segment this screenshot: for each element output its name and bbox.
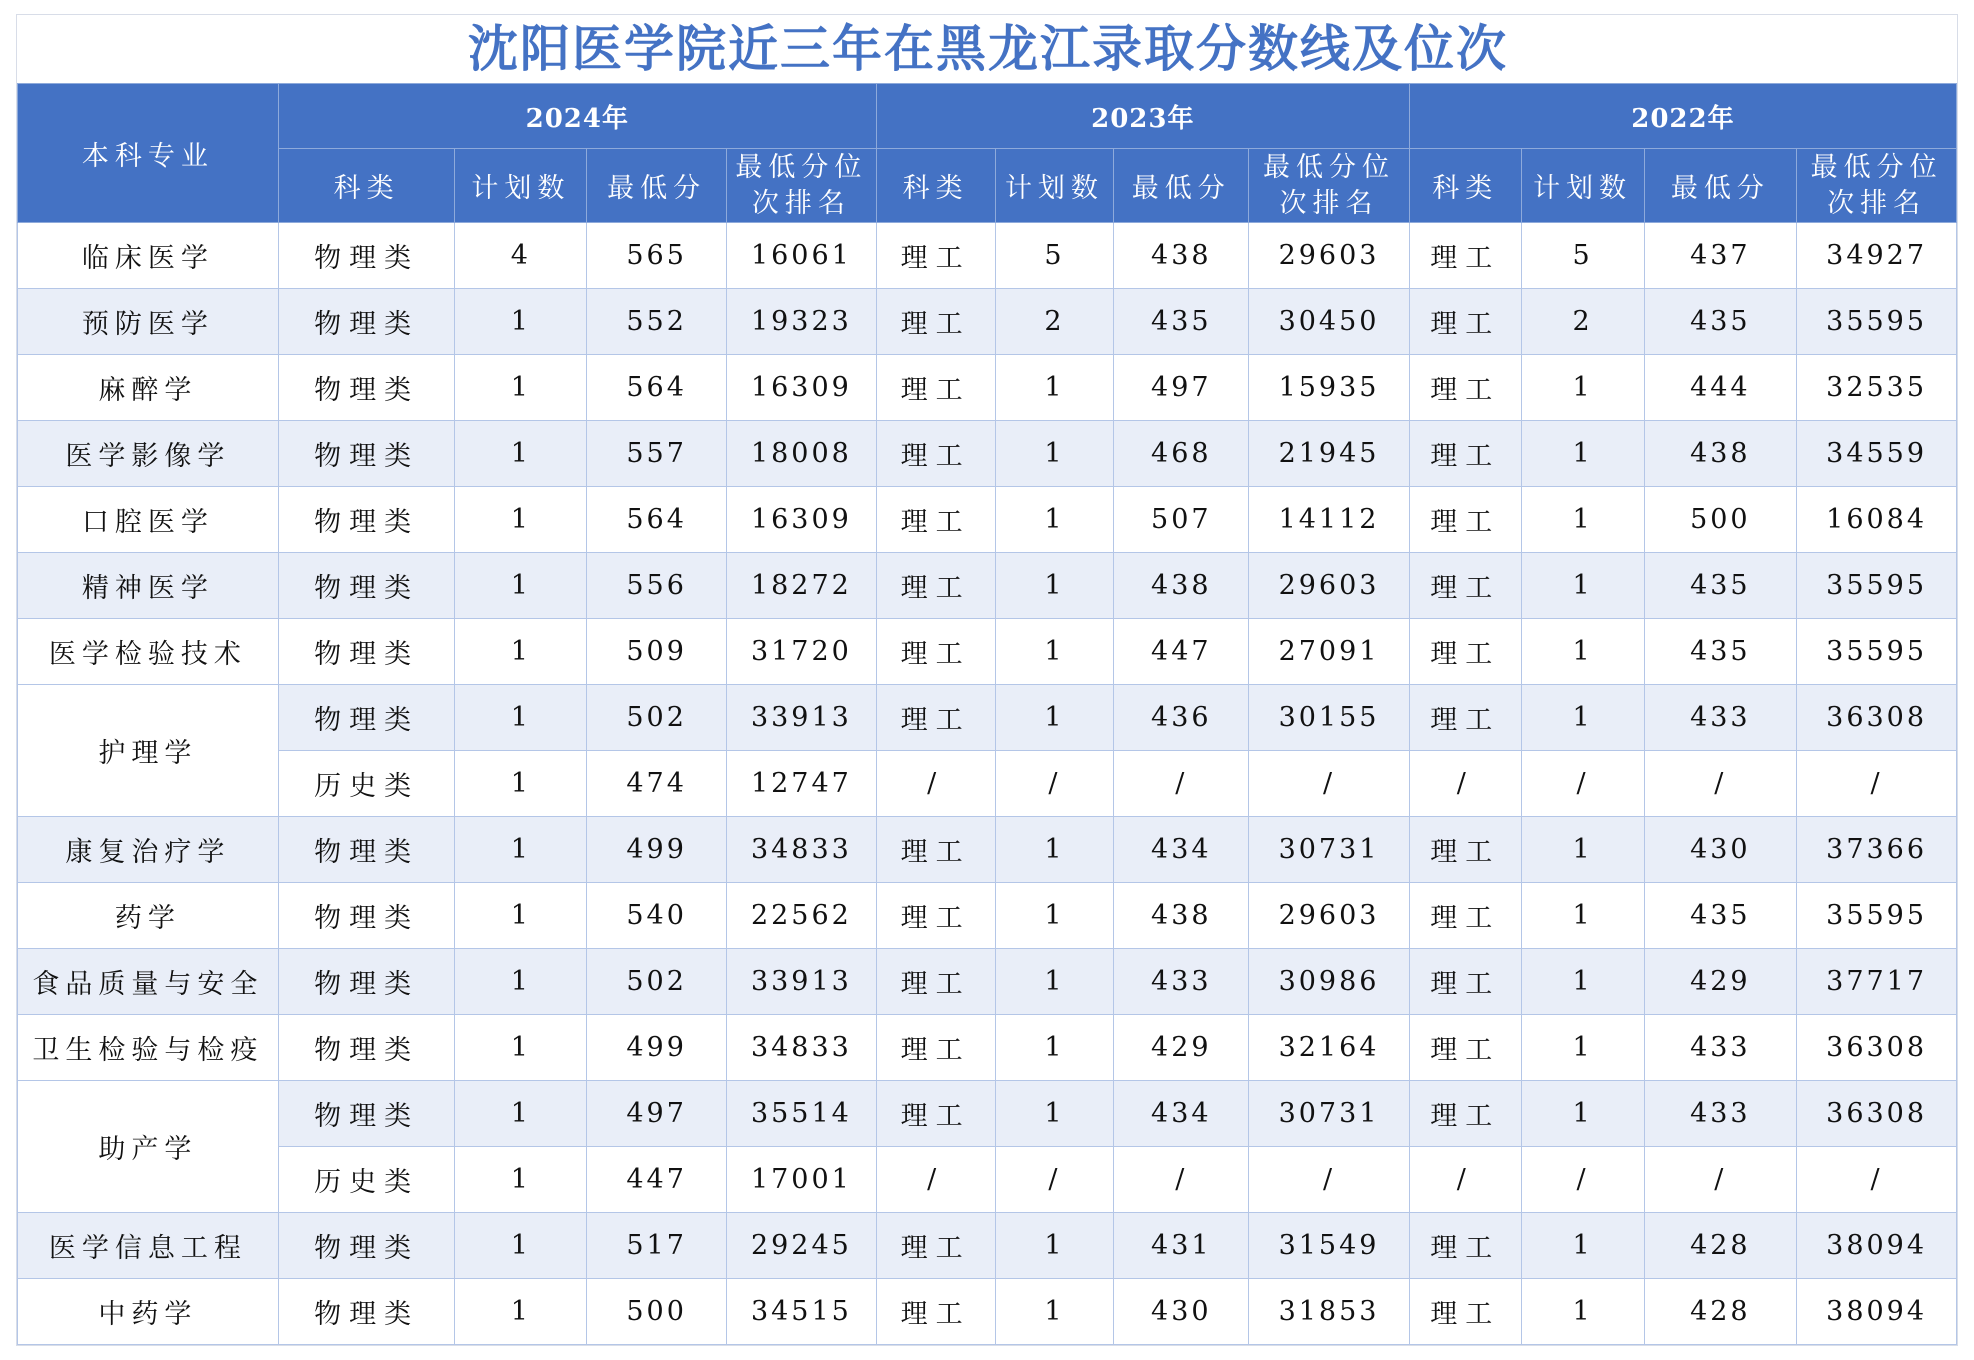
plan-count-header-2022: 计划数 [1521,149,1644,223]
min-rank-cell-2024: 35514 [727,1081,877,1147]
plan-count-cell-2023: / [995,751,1114,817]
plan-count-cell-2023: 1 [995,553,1114,619]
category-cell-2023: / [876,1147,995,1213]
min-rank-cell-2023: 27091 [1249,619,1410,685]
category-cell-2024: 历史类 [278,751,455,817]
category-cell-2024: 物理类 [278,355,455,421]
admission-score-table [17,83,1957,1345]
table-row [18,685,1957,751]
min-rank-cell-2022: 38094 [1797,1279,1957,1345]
category-cell-2024: 物理类 [278,1213,455,1279]
table-row [18,883,1957,949]
min-score-cell-2024: 474 [587,751,727,817]
min-rank-cell-2024: 17001 [727,1147,877,1213]
major-name: 护理学 [18,685,279,817]
table-row [18,619,1957,685]
min-score-cell-2022: 433 [1644,1081,1797,1147]
plan-count-cell-2024: 1 [455,421,587,487]
table-row [18,421,1957,487]
min-rank-cell-2022: 37717 [1797,949,1957,1015]
min-rank-cell-2024: 34833 [727,1015,877,1081]
plan-count-cell-2023: 1 [995,421,1114,487]
plan-count-cell-2023: 5 [995,223,1114,289]
plan-count-cell-2024: 1 [455,883,587,949]
min-rank-cell-2022: 36308 [1797,1015,1957,1081]
category-cell-2024: 物理类 [278,619,455,685]
min-rank-cell-2023: 32164 [1249,1015,1410,1081]
category-cell-2024: 物理类 [278,1015,455,1081]
plan-count-cell-2022: / [1521,751,1644,817]
plan-count-cell-2024: 1 [455,1213,587,1279]
category-header-2023: 科类 [876,149,995,223]
min-rank-cell-2024: 18272 [727,553,877,619]
category-cell-2024: 物理类 [278,1279,455,1345]
table-row [18,355,1957,421]
category-cell-2023: 理工 [876,487,995,553]
category-cell-2022: 理工 [1409,949,1521,1015]
min-rank-cell-2024: 33913 [727,949,877,1015]
category-cell-2022: 理工 [1409,685,1521,751]
min-rank-cell-2023: 15935 [1249,355,1410,421]
min-score-cell-2024: 517 [587,1213,727,1279]
min-rank-cell-2022: / [1797,1147,1957,1213]
min-score-cell-2023: 430 [1114,1279,1249,1345]
plan-count-header-2024: 计划数 [455,149,587,223]
min-score-cell-2024: 564 [587,355,727,421]
min-rank-cell-2024: 16061 [727,223,877,289]
major-name: 医学检验技术 [18,619,279,685]
major-name: 医学影像学 [18,421,279,487]
min-rank-cell-2023: 14112 [1249,487,1410,553]
min-rank-cell-2023: 30986 [1249,949,1410,1015]
min-rank-cell-2022: 38094 [1797,1213,1957,1279]
plan-count-cell-2024: 1 [455,685,587,751]
plan-count-cell-2023: 1 [995,487,1114,553]
plan-count-cell-2022: 1 [1521,685,1644,751]
category-cell-2023: 理工 [876,685,995,751]
category-cell-2023: 理工 [876,355,995,421]
plan-count-cell-2024: 1 [455,289,587,355]
category-cell-2022: 理工 [1409,223,1521,289]
min-rank-cell-2022: 35595 [1797,619,1957,685]
min-rank-cell-2022: 36308 [1797,1081,1957,1147]
category-cell-2024: 物理类 [278,949,455,1015]
major-name: 口腔医学 [18,487,279,553]
major-name: 医学信息工程 [18,1213,279,1279]
major-name: 临床医学 [18,223,279,289]
category-cell-2022: 理工 [1409,1015,1521,1081]
plan-count-cell-2023: 1 [995,1015,1114,1081]
table-row [18,223,1957,289]
min-rank-header-2024: 最低分位次排名 [727,149,877,223]
plan-count-cell-2022: 1 [1521,553,1644,619]
category-cell-2024: 物理类 [278,223,455,289]
category-cell-2022: 理工 [1409,355,1521,421]
min-rank-cell-2023: 30731 [1249,817,1410,883]
min-rank-cell-2022: 35595 [1797,553,1957,619]
page-title: 沈阳医学院近三年在黑龙江录取分数线及位次 [468,19,1508,78]
min-rank-cell-2023: / [1249,1147,1410,1213]
min-rank-cell-2022: 32535 [1797,355,1957,421]
min-score-cell-2024: 447 [587,1147,727,1213]
min-rank-cell-2023: 30450 [1249,289,1410,355]
min-score-cell-2023: 431 [1114,1213,1249,1279]
category-cell-2022: 理工 [1409,817,1521,883]
plan-count-cell-2024: 1 [455,1015,587,1081]
min-score-cell-2023: 497 [1114,355,1249,421]
plan-count-cell-2023: 1 [995,1213,1114,1279]
category-cell-2024: 历史类 [278,1147,455,1213]
category-cell-2023: / [876,751,995,817]
min-rank-cell-2024: 22562 [727,883,877,949]
plan-count-header-2023: 计划数 [995,149,1114,223]
plan-count-cell-2024: 1 [455,619,587,685]
plan-count-cell-2022: 1 [1521,355,1644,421]
min-rank-cell-2024: 33913 [727,685,877,751]
category-cell-2023: 理工 [876,553,995,619]
min-score-cell-2022: 435 [1644,289,1797,355]
category-cell-2023: 理工 [876,817,995,883]
min-score-cell-2022: / [1644,1147,1797,1213]
category-cell-2023: 理工 [876,1015,995,1081]
min-score-cell-2022: 433 [1644,685,1797,751]
plan-count-cell-2022: 1 [1521,619,1644,685]
plan-count-cell-2023: 1 [995,817,1114,883]
min-rank-cell-2022: 34559 [1797,421,1957,487]
min-score-cell-2023: 434 [1114,1081,1249,1147]
min-score-cell-2023: 429 [1114,1015,1249,1081]
category-cell-2023: 理工 [876,1213,995,1279]
min-rank-cell-2024: 31720 [727,619,877,685]
plan-count-cell-2023: 1 [995,619,1114,685]
plan-count-cell-2023: 1 [995,949,1114,1015]
table-row [18,949,1957,1015]
min-score-cell-2024: 502 [587,949,727,1015]
min-rank-cell-2023: 30731 [1249,1081,1410,1147]
min-score-cell-2023: 507 [1114,487,1249,553]
category-cell-2024: 物理类 [278,1081,455,1147]
plan-count-cell-2023: 2 [995,289,1114,355]
year-header-2024: 2024年 [278,84,876,149]
major-name: 食品质量与安全 [18,949,279,1015]
plan-count-cell-2024: 1 [455,1081,587,1147]
major-name: 药学 [18,883,279,949]
plan-count-cell-2022: 1 [1521,883,1644,949]
category-cell-2022: / [1409,751,1521,817]
min-score-cell-2023: / [1114,1147,1249,1213]
plan-count-cell-2023: / [995,1147,1114,1213]
category-cell-2023: 理工 [876,223,995,289]
category-cell-2022: 理工 [1409,289,1521,355]
category-cell-2023: 理工 [876,1279,995,1345]
major-name: 中药学 [18,1279,279,1345]
plan-count-cell-2024: 1 [455,817,587,883]
min-rank-cell-2022: 16084 [1797,487,1957,553]
table-row [18,751,1957,817]
min-rank-header-2022: 最低分位次排名 [1797,149,1957,223]
category-header-2022: 科类 [1409,149,1521,223]
plan-count-cell-2022: 1 [1521,1015,1644,1081]
plan-count-cell-2024: 1 [455,751,587,817]
min-rank-cell-2022: 34927 [1797,223,1957,289]
category-cell-2023: 理工 [876,289,995,355]
min-score-cell-2024: 552 [587,289,727,355]
plan-count-cell-2023: 1 [995,355,1114,421]
min-score-cell-2022: 430 [1644,817,1797,883]
min-score-cell-2024: 502 [587,685,727,751]
min-score-cell-2022: 435 [1644,553,1797,619]
category-cell-2022: / [1409,1147,1521,1213]
min-rank-cell-2024: 16309 [727,487,877,553]
category-cell-2022: 理工 [1409,1081,1521,1147]
year-header-2023: 2023年 [876,84,1409,149]
min-rank-cell-2022: / [1797,751,1957,817]
min-score-cell-2022: 435 [1644,619,1797,685]
min-score-cell-2022: 437 [1644,223,1797,289]
min-score-cell-2023: 447 [1114,619,1249,685]
min-score-cell-2024: 564 [587,487,727,553]
table-row [18,1015,1957,1081]
min-score-cell-2023: 435 [1114,289,1249,355]
category-cell-2023: 理工 [876,619,995,685]
plan-count-cell-2024: 1 [455,1279,587,1345]
plan-count-cell-2024: 1 [455,355,587,421]
min-rank-cell-2023: 29603 [1249,223,1410,289]
min-rank-cell-2024: 18008 [727,421,877,487]
min-rank-cell-2023: 31853 [1249,1279,1410,1345]
min-rank-cell-2022: 35595 [1797,289,1957,355]
category-cell-2024: 物理类 [278,553,455,619]
min-score-cell-2024: 499 [587,1015,727,1081]
min-rank-cell-2023: 30155 [1249,685,1410,751]
plan-count-cell-2022: 1 [1521,949,1644,1015]
year-header-2022: 2022年 [1409,84,1956,149]
min-score-cell-2023: 433 [1114,949,1249,1015]
category-cell-2022: 理工 [1409,487,1521,553]
min-rank-cell-2022: 36308 [1797,685,1957,751]
min-score-cell-2023: 438 [1114,223,1249,289]
category-cell-2022: 理工 [1409,619,1521,685]
min-score-cell-2022: 438 [1644,421,1797,487]
plan-count-cell-2022: 2 [1521,289,1644,355]
min-score-cell-2023: 438 [1114,553,1249,619]
min-score-cell-2024: 540 [587,883,727,949]
category-cell-2024: 物理类 [278,883,455,949]
min-score-cell-2023: 434 [1114,817,1249,883]
table-row [18,1279,1957,1345]
major-name: 预防医学 [18,289,279,355]
plan-count-cell-2022: 1 [1521,1081,1644,1147]
category-cell-2023: 理工 [876,1081,995,1147]
min-score-header-2023: 最低分 [1114,149,1249,223]
min-rank-cell-2023: 29603 [1249,553,1410,619]
major-name: 康复治疗学 [18,817,279,883]
category-cell-2023: 理工 [876,949,995,1015]
min-rank-cell-2024: 19323 [727,289,877,355]
plan-count-cell-2022: / [1521,1147,1644,1213]
min-rank-cell-2024: 29245 [727,1213,877,1279]
major-column-header: 本科专业 [18,84,279,223]
table-row [18,487,1957,553]
category-header-2024: 科类 [278,149,455,223]
min-score-cell-2023: 436 [1114,685,1249,751]
plan-count-cell-2022: 1 [1521,421,1644,487]
category-cell-2022: 理工 [1409,1213,1521,1279]
min-rank-header-2023: 最低分位次排名 [1249,149,1410,223]
category-cell-2023: 理工 [876,883,995,949]
min-score-cell-2022: 500 [1644,487,1797,553]
min-score-cell-2023: 438 [1114,883,1249,949]
min-score-cell-2024: 499 [587,817,727,883]
min-score-cell-2022: 429 [1644,949,1797,1015]
plan-count-cell-2024: 1 [455,949,587,1015]
min-rank-cell-2023: 31549 [1249,1213,1410,1279]
category-cell-2022: 理工 [1409,421,1521,487]
min-rank-cell-2023: / [1249,751,1410,817]
table-row [18,289,1957,355]
major-name: 精神医学 [18,553,279,619]
min-rank-cell-2024: 16309 [727,355,877,421]
min-rank-cell-2023: 29603 [1249,883,1410,949]
min-score-cell-2022: / [1644,751,1797,817]
min-score-header-2024: 最低分 [587,149,727,223]
table-row [18,1147,1957,1213]
min-rank-cell-2024: 34515 [727,1279,877,1345]
category-cell-2024: 物理类 [278,289,455,355]
category-cell-2024: 物理类 [278,685,455,751]
major-name: 卫生检验与检疫 [18,1015,279,1081]
min-rank-cell-2024: 12747 [727,751,877,817]
category-cell-2022: 理工 [1409,553,1521,619]
plan-count-cell-2023: 1 [995,1081,1114,1147]
min-rank-cell-2024: 34833 [727,817,877,883]
min-score-cell-2024: 509 [587,619,727,685]
min-score-cell-2022: 428 [1644,1279,1797,1345]
category-cell-2022: 理工 [1409,883,1521,949]
plan-count-cell-2024: 4 [455,223,587,289]
min-score-cell-2023: / [1114,751,1249,817]
major-name: 助产学 [18,1081,279,1213]
plan-count-cell-2022: 1 [1521,487,1644,553]
plan-count-cell-2022: 1 [1521,817,1644,883]
category-cell-2024: 物理类 [278,421,455,487]
table-row [18,817,1957,883]
min-score-cell-2022: 433 [1644,1015,1797,1081]
plan-count-cell-2023: 1 [995,685,1114,751]
min-score-cell-2022: 428 [1644,1213,1797,1279]
plan-count-cell-2022: 5 [1521,223,1644,289]
plan-count-cell-2022: 1 [1521,1279,1644,1345]
category-cell-2022: 理工 [1409,1279,1521,1345]
table-row [18,553,1957,619]
plan-count-cell-2023: 1 [995,1279,1114,1345]
document-frame [16,14,1958,1346]
min-rank-cell-2023: 21945 [1249,421,1410,487]
major-name: 麻醉学 [18,355,279,421]
table-row [18,1081,1957,1147]
category-cell-2024: 物理类 [278,817,455,883]
plan-count-cell-2023: 1 [995,883,1114,949]
min-score-cell-2024: 556 [587,553,727,619]
min-score-cell-2022: 435 [1644,883,1797,949]
plan-count-cell-2024: 1 [455,1147,587,1213]
plan-count-cell-2022: 1 [1521,1213,1644,1279]
plan-count-cell-2024: 1 [455,487,587,553]
min-score-cell-2024: 565 [587,223,727,289]
min-rank-cell-2022: 35595 [1797,883,1957,949]
min-score-cell-2024: 497 [587,1081,727,1147]
category-cell-2024: 物理类 [278,487,455,553]
plan-count-cell-2024: 1 [455,553,587,619]
min-score-cell-2024: 500 [587,1279,727,1345]
min-score-cell-2024: 557 [587,421,727,487]
min-score-cell-2022: 444 [1644,355,1797,421]
min-rank-cell-2022: 37366 [1797,817,1957,883]
min-score-header-2022: 最低分 [1644,149,1797,223]
category-cell-2023: 理工 [876,421,995,487]
min-score-cell-2023: 468 [1114,421,1249,487]
table-row [18,1213,1957,1279]
